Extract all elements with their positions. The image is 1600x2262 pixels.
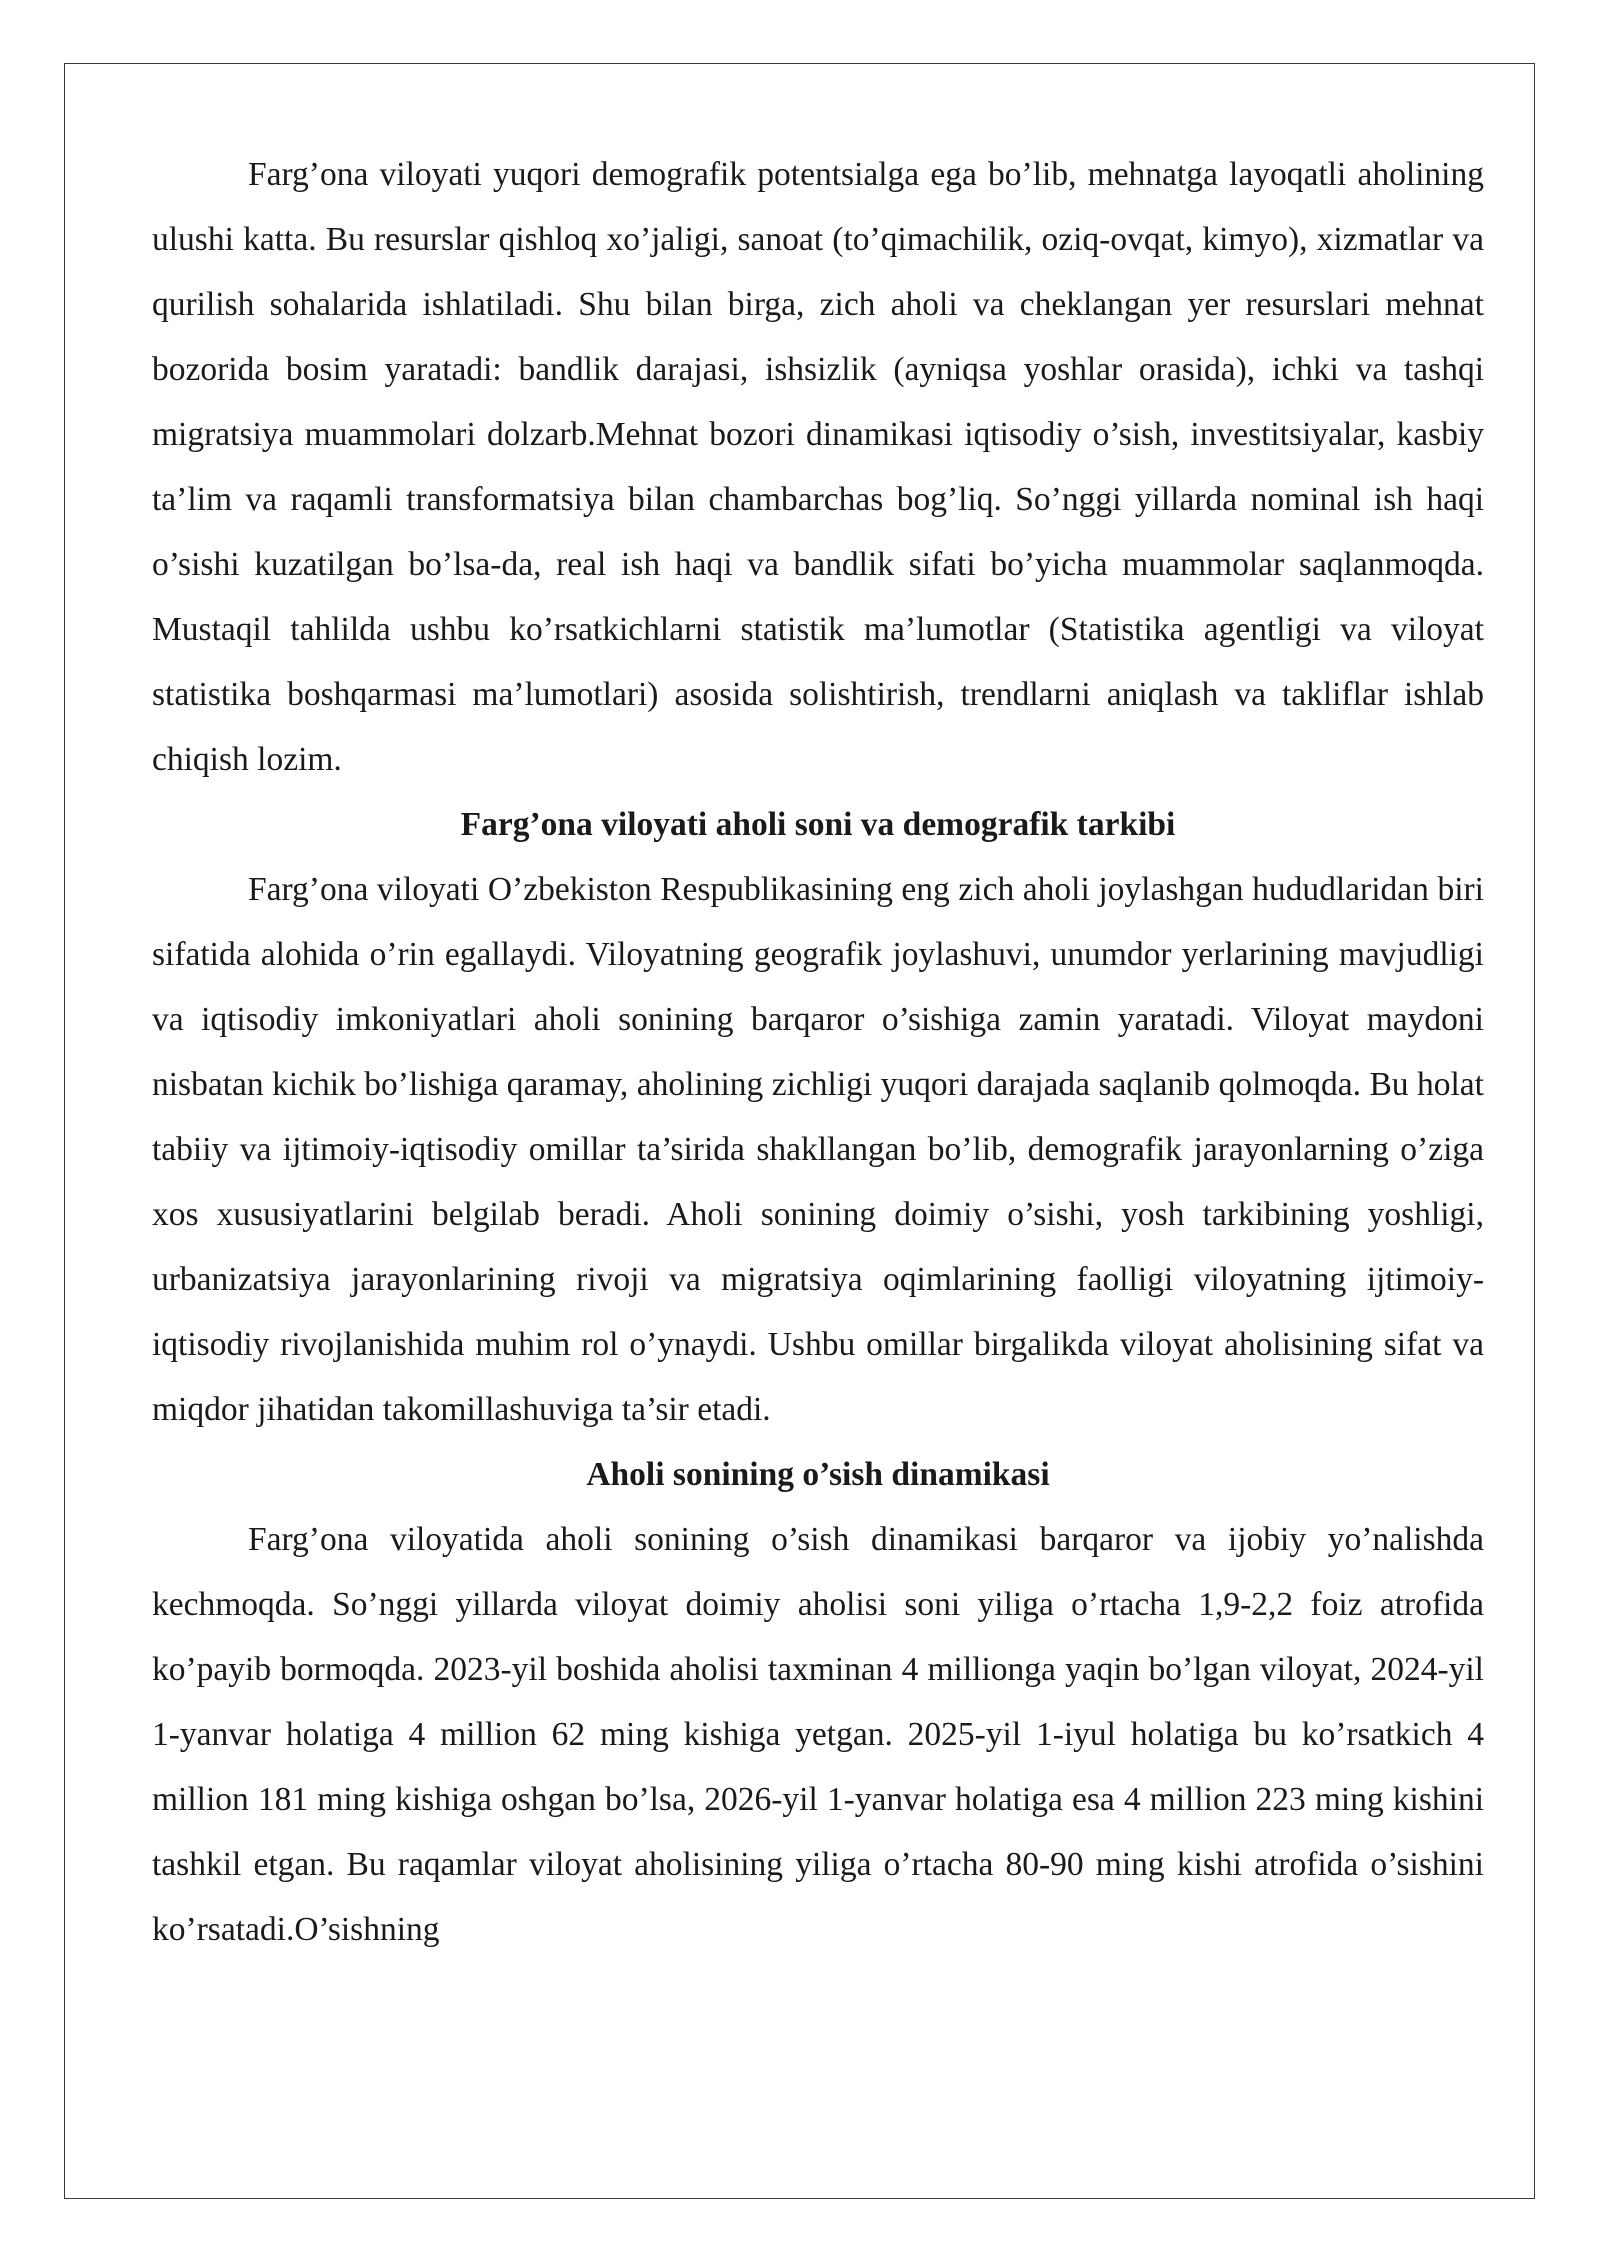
section-heading-population: Farg’ona viloyati aholi soni va demografik tarkibi <box>460 806 1176 843</box>
document-body <box>152 142 1484 1962</box>
body-paragraph-population: Farg’ona viloyati O’zbekiston Respublikasining eng zich aholi joylashgan hududlaridan biri sifatida alohida o’rin egallaydi. Viloyatning geografik joylashuvi, unumdor yerlarining mavjudligi va iqtisodiy imkoniyatlari aholi sonining barqaror o’sishiga zamin yaratadi. Viloyat maydoni nisbatan kichik bo’lishiga qaramay, aholining zichligi yuqori darajada saqlanib qolmoqda. Bu holat tabiiy va ijtimoiy-iqtisodiy omillar ta’sirida shakllangan bo’lib, demografik jarayonlarning o’ziga xos xususiyatlarini belgilab beradi. Aholi sonining doimiy o’sishi, yosh tarkibining yoshligi, urbanizatsiya jarayonlarining rivoji va migratsiya oqimlarining faolligi viloyatning ijtimoiy-iqtisodiy rivojlanishida muhim rol o’ynaydi. Ushbu omillar birgalikda viloyat aholisining sifat va miqdor jihatidan takomillashuviga ta’sir etadi. <box>152 871 1484 1428</box>
section-heading-growth-dynamics: Aholi sonining o’sish dinamikasi <box>586 1456 1050 1493</box>
body-paragraph-labor-resources: Farg’ona viloyati yuqori demografik potentsialga ega bo’lib, mehnatga layoqatli aholining ulushi katta. Bu resurslar qishloq xo’jaligi, sanoat (to’qimachilik, oziq-ovqat, kimyo), xizmatlar va qurilish sohalarida ishlatiladi. Shu bilan birga, zich aholi va cheklangan yer resurslari mehnat bozorida bosim yaratadi: bandlik darajasi, ishsizlik (ayniqsa yoshlar orasida), ichki va tashqi migratsiya muammolari dolzarb.Mehnat bozori dinamikasi iqtisodiy o’sish, investitsiyalar, kasbiy ta’lim va raqamli transformatsiya bilan chambarchas bog’liq. So’nggi yillarda nominal ish haqi o’sishi kuzatilgan bo’lsa-da, real ish haqi va bandlik sifati bo’yicha muammolar saqlanmoqda. Mustaqil tahlilda ushbu ko’rsatkichlarni statistik ma’lumotlar (Statistika agentligi va viloyat statistika boshqarmasi ma’lumotlari) asosida solishtirish, trendlarni aniqlash va takliflar ishlab chiqish lozim. <box>152 156 1484 778</box>
body-paragraph-growth-dynamics: Farg’ona viloyatida aholi sonining o’sish dinamikasi barqaror va ijobiy yo’nalishda kechmoqda. So’nggi yillarda viloyat doimiy aholisi soni yiliga o’rtacha 1,9-2,2 foiz atrofida ko’payib bormoqda. 2023-yil boshida aholisi taxminan 4 millionga yaqin bo’lgan viloyat, 2024-yil 1-yanvar holatiga 4 million 62 ming kishiga yetgan. 2025-yil 1-iyul holatiga bu ko’rsatkich 4 million 181 ming kishiga oshgan bo’lsa, 2026-yil 1-yanvar holatiga esa 4 million 223 ming kishini tashkil etgan. Bu raqamlar viloyat aholisining yiliga o’rtacha 80-90 ming kishi atrofida o’sishini ko’rsatadi.O’sishning <box>152 1521 1484 1948</box>
